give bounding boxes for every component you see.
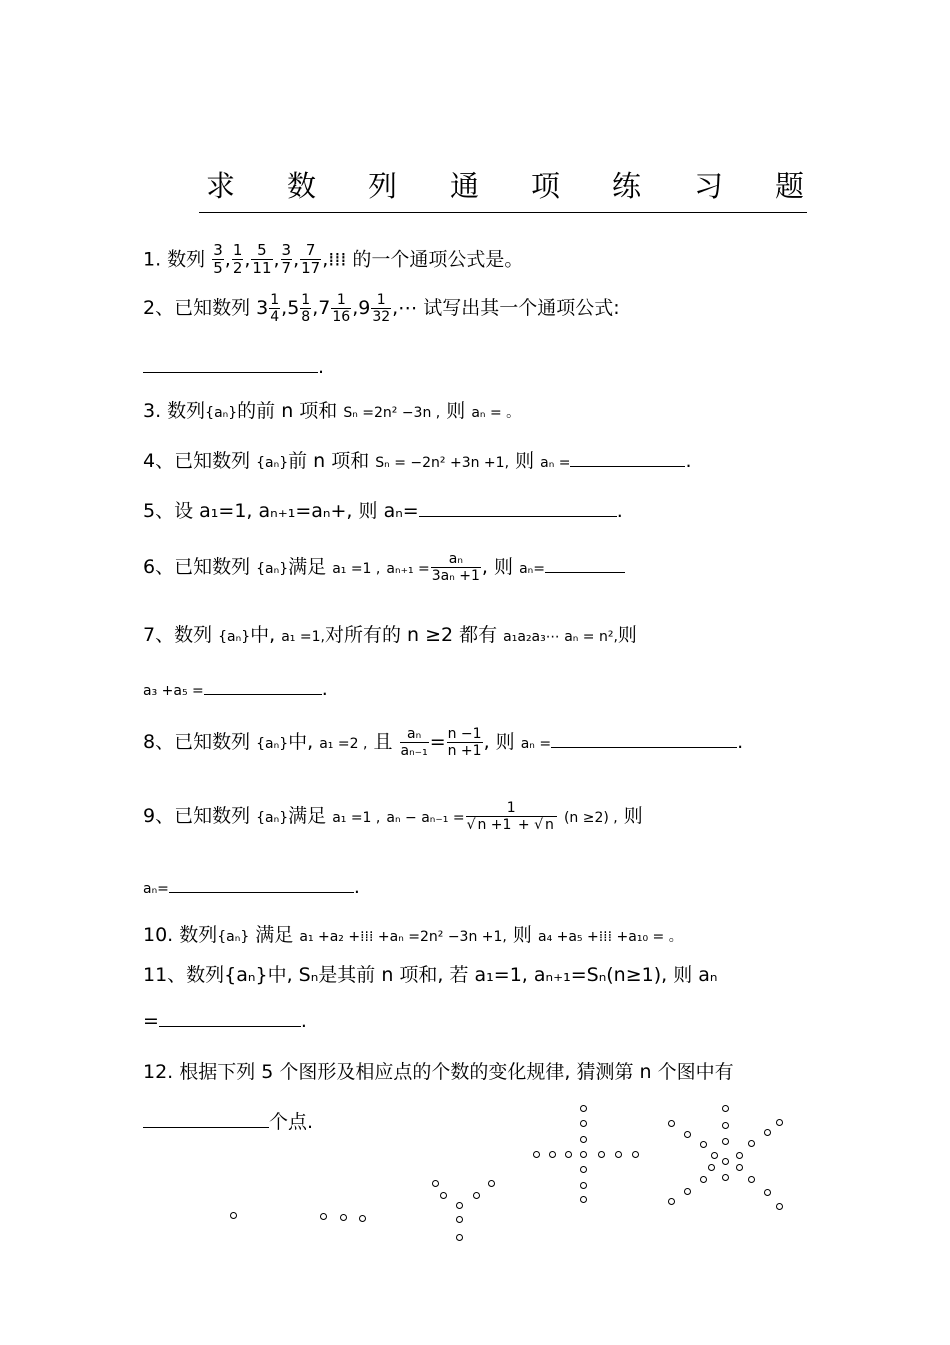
problem-1: 1. 数列 $\frac{3}{5}$ , $\frac{1}{2}$ , $\frac{5}{11}$ , $\frac{3}{7}$ , $\frac{7}{17}$ ,⁞⁞⁞ 的一个通项公式是。 bbox=[143, 241, 524, 278]
title-char: 项 bbox=[531, 169, 561, 203]
figure-3-dot bbox=[473, 1192, 480, 1199]
figure-5-dot bbox=[764, 1129, 771, 1136]
figure-2-dot bbox=[340, 1214, 347, 1221]
fraction: $\frac{1}{2}$ bbox=[232, 241, 243, 278]
title-rule bbox=[199, 212, 807, 213]
fraction: $\frac{3}{5}$ bbox=[213, 241, 223, 278]
fraction: $\frac{7}{17}$ bbox=[301, 241, 321, 278]
figure-3-dot bbox=[456, 1202, 463, 1209]
problem-10: 10. 数列{aₙ} 满足 a₁ +a₂ +⁞⁞⁞ +aₙ =2n² −3n +1, 则 a₄ +a₅ +⁞⁞⁞ +a₁₀ = 。 bbox=[143, 924, 683, 946]
figure-5-dot bbox=[700, 1176, 707, 1183]
problem-7: 7、数列 {aₙ}中, a₁ =1,对所有的 n ≥2 都有 a₁a₂a₃⋯ aₙ = n²,则 bbox=[143, 624, 637, 646]
figure-5-dot bbox=[722, 1105, 729, 1112]
problem-9-answer: aₙ= . bbox=[143, 876, 360, 898]
problem-8: 8、已知数列 {aₙ}中, a₁ =2 , 且 $\frac{\text{aₙ}}{\text{aₙ₋₁}}$ = $\frac{n -1}{n +1}$ , 则 aₙ = . bbox=[143, 726, 744, 760]
problem-2: 2、已知数列 3 $\frac{1}{4}$ ,5 $\frac{1}{8}$ ,7 $\frac{1}{16}$ ,9 $\frac{1}{32}$ ,⋯ 试写出其一个通项公式: bbox=[143, 292, 620, 326]
problem-11-answer: = . bbox=[143, 1010, 307, 1032]
figure-4-dot bbox=[580, 1182, 587, 1189]
fraction: $\frac{3}{7}$ bbox=[281, 241, 292, 278]
figure-5-dot bbox=[776, 1119, 783, 1126]
title-char: 题 bbox=[775, 169, 805, 203]
answer-blank[interactable] bbox=[143, 371, 318, 373]
figure-5-dot bbox=[722, 1122, 729, 1129]
figure-4-dot bbox=[580, 1166, 587, 1173]
title-char: 练 bbox=[612, 169, 642, 203]
problem-12-answer: 个点. bbox=[143, 1113, 313, 1132]
figure-5-dot bbox=[722, 1138, 729, 1145]
figure-3-dot bbox=[456, 1216, 463, 1223]
figure-4-dot bbox=[632, 1151, 639, 1158]
figure-4-dot bbox=[580, 1105, 587, 1112]
figure-5-dot bbox=[764, 1189, 771, 1196]
answer-blank[interactable] bbox=[204, 693, 322, 695]
title-char: 列 bbox=[368, 169, 398, 203]
figure-4-dot bbox=[565, 1151, 572, 1158]
figure-3-dot bbox=[432, 1180, 439, 1187]
figure-5-dot bbox=[684, 1188, 691, 1195]
problem-7-answer: a₃ +a₅ = . bbox=[143, 678, 328, 700]
figure-4-dot bbox=[580, 1136, 587, 1143]
figure-5-dot bbox=[700, 1141, 707, 1148]
figure-5-dot bbox=[722, 1158, 729, 1165]
figure-2-dot bbox=[320, 1213, 327, 1220]
answer-blank[interactable] bbox=[551, 746, 737, 748]
title-char: 通 bbox=[450, 169, 480, 203]
problem-2-answer: . bbox=[143, 358, 324, 377]
fraction: $\frac{1}{√ n +1 + √ n}$ bbox=[466, 800, 557, 833]
fraction: $\frac{5}{11}$ bbox=[252, 241, 272, 278]
problem-11: 11、数列{aₙ}中, Sₙ是其前 n 项和, 若 a₁=1, aₙ₊₁=Sₙ(n≥1), 则 aₙ bbox=[143, 964, 718, 986]
fraction: $\frac{\text{aₙ}}{\text{3aₙ +1}}$ bbox=[431, 551, 480, 585]
problem-12: 12. 根据下列 5 个图形及相应点的个数的变化规律, 猜测第 n 个图中有 bbox=[143, 1061, 734, 1083]
figure-5-dot bbox=[708, 1164, 715, 1171]
problem-6: 6、已知数列 {aₙ}满足 a₁ =1 , aₙ₊₁ = $\frac{\text{aₙ}}{\text{3aₙ +1}}$ , 则 aₙ= bbox=[143, 551, 625, 584]
figure-5-dot bbox=[776, 1203, 783, 1210]
problem-2-prefix: 2、已知数列 bbox=[143, 297, 251, 320]
figure-4-dot bbox=[598, 1151, 605, 1158]
figure-4-dot bbox=[580, 1196, 587, 1203]
figure-5-dot bbox=[748, 1140, 755, 1147]
figure-5-dot bbox=[722, 1174, 729, 1181]
figure-2-dot bbox=[359, 1215, 366, 1222]
problem-9: 9、已知数列 {aₙ}满足 a₁ =1 , aₙ − aₙ₋₁ = $\frac{1}{√ n +1 + √ n}$ (n ≥2) , 则 bbox=[143, 800, 643, 834]
problem-1-tail: ,⁞⁞⁞ 的一个通项公式是。 bbox=[322, 248, 524, 271]
figure-4-dot bbox=[580, 1151, 587, 1158]
figure-5-dot bbox=[668, 1120, 675, 1127]
figure-5-dot bbox=[748, 1176, 755, 1183]
answer-blank[interactable] bbox=[570, 465, 685, 467]
title-char: 习 bbox=[694, 169, 724, 203]
answer-blank[interactable] bbox=[545, 571, 625, 573]
answer-blank[interactable] bbox=[169, 891, 354, 893]
problem-2-tail: ,⋯ 试写出其一个通项公式: bbox=[392, 297, 620, 320]
figure-5-dot bbox=[736, 1152, 743, 1159]
problem-5: 5、设 a₁=1, aₙ₊₁=aₙ+, 则 aₙ= . bbox=[143, 500, 623, 522]
figure-5-dot bbox=[668, 1198, 675, 1205]
figure-3-dot bbox=[440, 1192, 447, 1199]
figure-4-dot bbox=[580, 1120, 587, 1127]
problem-3: 3. 数列{aₙ}的前 n 项和 Sₙ =2n² −3n , 则 aₙ = 。 bbox=[143, 400, 521, 422]
answer-blank[interactable] bbox=[159, 1025, 301, 1027]
title-char: 数 bbox=[287, 169, 317, 203]
figure-5-dot bbox=[711, 1152, 718, 1159]
figure-4-dot bbox=[549, 1151, 556, 1158]
figure-5-dot bbox=[684, 1131, 691, 1138]
answer-blank[interactable] bbox=[143, 1126, 269, 1128]
answer-blank[interactable] bbox=[419, 515, 617, 517]
figure-4-dot bbox=[533, 1151, 540, 1158]
figure-5-dot bbox=[736, 1164, 743, 1171]
figure-4-dot bbox=[615, 1151, 622, 1158]
problem-4: 4、已知数列 {aₙ}前 n 项和 Sₙ = −2n² +3n +1, 则 aₙ = . bbox=[143, 450, 692, 472]
figure-3-dot bbox=[488, 1180, 495, 1187]
title-char: 求 bbox=[206, 169, 236, 203]
problem-1-prefix: 1. 数列 bbox=[143, 248, 206, 271]
figure-1-dot bbox=[230, 1212, 237, 1219]
figure-3-dot bbox=[456, 1234, 463, 1241]
